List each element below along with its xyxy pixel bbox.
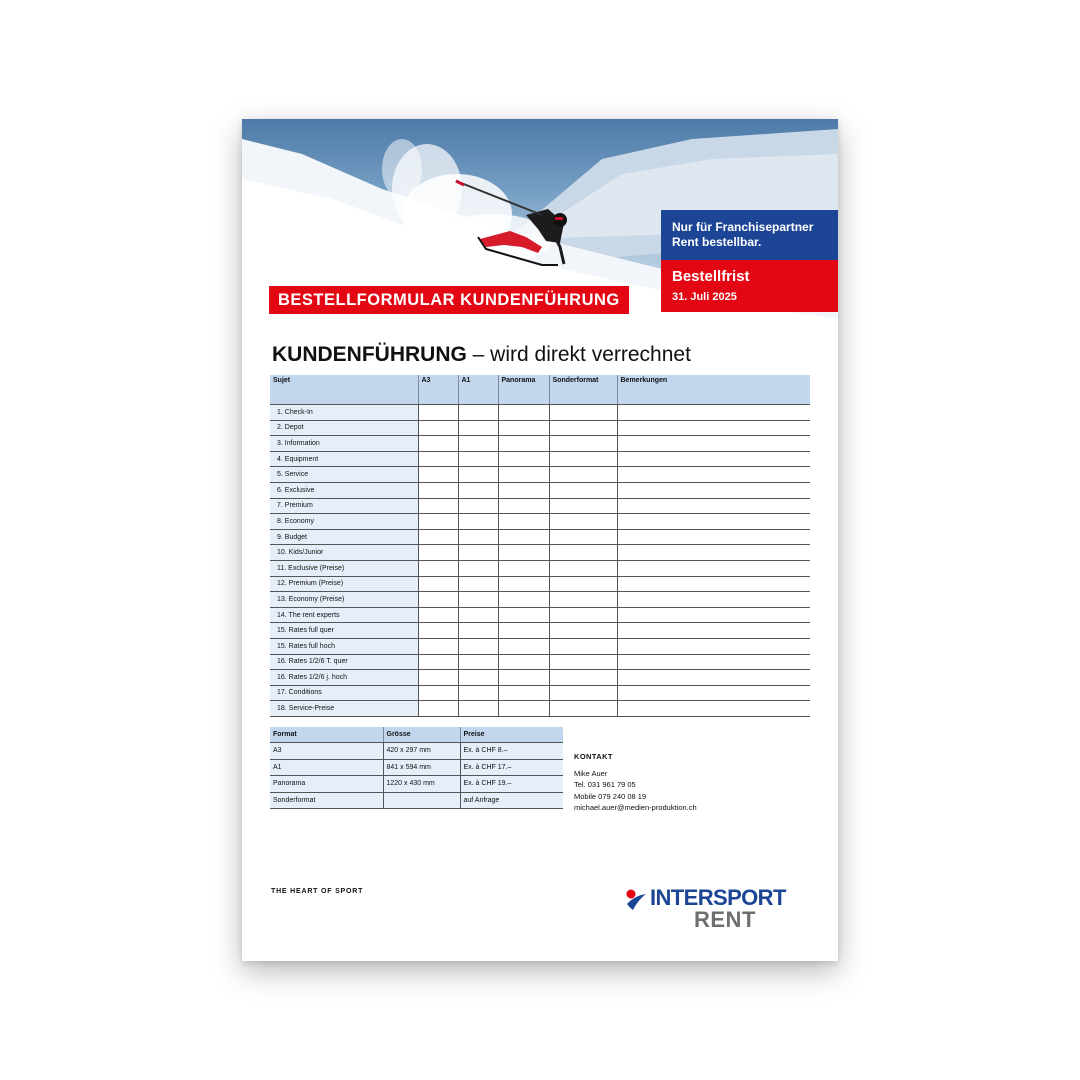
order-form-sheet (242, 119, 838, 961)
format-table-header (270, 727, 563, 743)
intersport-rent-logo (622, 885, 807, 935)
column-header-a1: A1 (458, 375, 498, 405)
bemerkungen-entry-field[interactable] (617, 607, 810, 623)
order-table (270, 375, 810, 717)
bemerkungen-entry-field[interactable] (617, 498, 810, 514)
panorama-entry-field[interactable] (498, 685, 549, 701)
table-row (270, 545, 810, 561)
table-row (270, 560, 810, 576)
panorama-entry-field[interactable] (498, 638, 549, 654)
a3-entry-field[interactable] (418, 623, 458, 639)
page-title (272, 343, 691, 367)
deadline-label: Bestellfrist (672, 268, 750, 285)
a3-entry-field[interactable] (418, 654, 458, 670)
a3-entry-field[interactable] (418, 482, 458, 498)
table-row (270, 576, 810, 592)
sujet-label: 12. Premium (Preise) (270, 576, 418, 592)
contact-phone: Tel. 031 961 79 05 (574, 780, 636, 789)
a3-entry-field[interactable] (418, 514, 458, 530)
a3-entry-field[interactable] (418, 685, 458, 701)
panorama-entry-field[interactable] (498, 576, 549, 592)
a1-entry-field[interactable] (458, 467, 498, 483)
table-row (270, 451, 810, 467)
table-row (270, 685, 810, 701)
sonderformat-entry-field[interactable] (549, 529, 617, 545)
format-size-cell: 420 x 297 mm (383, 743, 460, 760)
bemerkungen-entry-field[interactable] (617, 670, 810, 686)
a3-entry-field[interactable] (418, 545, 458, 561)
a1-entry-field[interactable] (458, 482, 498, 498)
sujet-label: 5. Service (270, 467, 418, 483)
a1-entry-field[interactable] (458, 623, 498, 639)
panorama-entry-field[interactable] (498, 467, 549, 483)
table-row (270, 670, 810, 686)
intersport-swoosh-icon (624, 888, 650, 912)
sonderformat-entry-field[interactable] (549, 545, 617, 561)
panorama-entry-field[interactable] (498, 670, 549, 686)
a3-entry-field[interactable] (418, 638, 458, 654)
sujet-label: 7. Premium (270, 498, 418, 514)
table-row (270, 701, 810, 717)
sujet-label: 16. Rates 1/2/6 T. quer (270, 654, 418, 670)
a1-entry-field[interactable] (458, 545, 498, 561)
bemerkungen-entry-field[interactable] (617, 514, 810, 530)
column-header-sonderformat: Sonderformat (549, 375, 617, 405)
a3-entry-field[interactable] (418, 576, 458, 592)
column-header-panorama: Panorama (498, 375, 549, 405)
a3-entry-field[interactable] (418, 436, 458, 452)
a3-entry-field[interactable] (418, 405, 458, 421)
column-header-sujet: Sujet (270, 375, 418, 405)
table-row (270, 654, 810, 670)
format-format-cell: A1 (270, 759, 383, 776)
table-row (270, 792, 563, 809)
sujet-label: 17. Conditions (270, 685, 418, 701)
panorama-entry-field[interactable] (498, 436, 549, 452)
sonderformat-entry-field[interactable] (549, 436, 617, 452)
sujet-label: 10. Kids/Junior (270, 545, 418, 561)
panorama-entry-field[interactable] (498, 623, 549, 639)
table-row (270, 623, 810, 639)
sonderformat-entry-field[interactable] (549, 576, 617, 592)
page-title-bold: KUNDENFÜHRUNG (272, 343, 467, 366)
a1-entry-field[interactable] (458, 592, 498, 608)
panorama-entry-field[interactable] (498, 607, 549, 623)
contact-name: Mike Auer (574, 768, 608, 778)
sonderformat-entry-field[interactable] (549, 420, 617, 436)
sujet-label: 6. Exclusive (270, 482, 418, 498)
sujet-label: 15. Rates full hoch (270, 638, 418, 654)
a1-entry-field[interactable] (458, 638, 498, 654)
table-row (270, 498, 810, 514)
a3-entry-field[interactable] (418, 592, 458, 608)
slogan: THE HEART OF SPORT (271, 888, 364, 895)
sujet-label: 1. Check-In (270, 405, 418, 421)
contact-heading: KONTAKT (574, 752, 613, 761)
sonderformat-entry-field[interactable] (549, 592, 617, 608)
a1-entry-field[interactable] (458, 529, 498, 545)
sonderformat-entry-field[interactable] (549, 623, 617, 639)
column-header-format: Format (270, 727, 383, 743)
sujet-label: 13. Economy (Preise) (270, 592, 418, 608)
a1-entry-field[interactable] (458, 436, 498, 452)
format-format-cell: Sonderformat (270, 792, 383, 809)
panorama-entry-field[interactable] (498, 514, 549, 530)
sujet-label: 15. Rates full quer (270, 623, 418, 639)
sujet-label: 3. Information (270, 436, 418, 452)
table-row (270, 759, 563, 776)
format-price-cell: auf Anfrage (460, 792, 563, 809)
bemerkungen-entry-field[interactable] (617, 529, 810, 545)
bemerkungen-entry-field[interactable] (617, 545, 810, 561)
table-row (270, 436, 810, 452)
a1-entry-field[interactable] (458, 420, 498, 436)
format-size-cell: 1220 x 430 mm (383, 776, 460, 793)
a3-entry-field[interactable] (418, 670, 458, 686)
bemerkungen-entry-field[interactable] (617, 467, 810, 483)
deadline-box (661, 260, 838, 312)
panorama-entry-field[interactable] (498, 560, 549, 576)
logo-text-rent: RENT (694, 907, 756, 932)
bemerkungen-entry-field[interactable] (617, 701, 810, 717)
sonderformat-entry-field[interactable] (549, 701, 617, 717)
bemerkungen-entry-field[interactable] (617, 623, 810, 639)
a3-entry-field[interactable] (418, 701, 458, 717)
bemerkungen-entry-field[interactable] (617, 405, 810, 421)
panorama-entry-field[interactable] (498, 654, 549, 670)
panorama-entry-field[interactable] (498, 482, 549, 498)
column-header-groesse: Grösse (383, 727, 460, 743)
column-header-preise: Preise (460, 727, 563, 743)
format-price-cell: Ex. à CHF 17.– (460, 759, 563, 776)
table-row (270, 467, 810, 483)
a3-entry-field[interactable] (418, 467, 458, 483)
a1-entry-field[interactable] (458, 576, 498, 592)
a3-entry-field[interactable] (418, 560, 458, 576)
panorama-entry-field[interactable] (498, 451, 549, 467)
format-format-cell: A3 (270, 743, 383, 760)
panorama-entry-field[interactable] (498, 498, 549, 514)
sonderformat-entry-field[interactable] (549, 405, 617, 421)
a1-entry-field[interactable] (458, 670, 498, 686)
column-header-bemerkungen: Bemerkungen (617, 375, 810, 405)
table-row (270, 592, 810, 608)
sujet-label: 14. The rent experts (270, 607, 418, 623)
sonderformat-entry-field[interactable] (549, 607, 617, 623)
bemerkungen-entry-field[interactable] (617, 654, 810, 670)
table-row (270, 776, 563, 793)
logo-text-intersport: INTERSPORT (650, 885, 786, 910)
bemerkungen-entry-field[interactable] (617, 576, 810, 592)
bemerkungen-entry-field[interactable] (617, 436, 810, 452)
contact-email[interactable]: michael.auer@medien-produktion.ch (574, 803, 697, 812)
table-row (270, 743, 563, 760)
table-row (270, 482, 810, 498)
sujet-label: 2. Depot (270, 420, 418, 436)
a3-entry-field[interactable] (418, 498, 458, 514)
table-row (270, 529, 810, 545)
a1-entry-field[interactable] (458, 607, 498, 623)
bemerkungen-entry-field[interactable] (617, 638, 810, 654)
panorama-entry-field[interactable] (498, 545, 549, 561)
a1-entry-field[interactable] (458, 701, 498, 717)
a1-entry-field[interactable] (458, 451, 498, 467)
sonderformat-entry-field[interactable] (549, 498, 617, 514)
a1-entry-field[interactable] (458, 514, 498, 530)
table-row (270, 514, 810, 530)
sonderformat-entry-field[interactable] (549, 451, 617, 467)
bemerkungen-entry-field[interactable] (617, 592, 810, 608)
a1-entry-field[interactable] (458, 654, 498, 670)
format-price-table (270, 727, 563, 809)
sujet-label: 18. Service-Preise (270, 701, 418, 717)
sujet-label: 8. Economy (270, 514, 418, 530)
contact-mobile: Mobile 079 240 08 19 (574, 791, 647, 801)
bemerkungen-entry-field[interactable] (617, 560, 810, 576)
a3-entry-field[interactable] (418, 420, 458, 436)
a1-entry-field[interactable] (458, 405, 498, 421)
order-table-header (270, 375, 810, 405)
format-size-cell: 841 x 594 mm (383, 759, 460, 776)
sonderformat-entry-field[interactable] (549, 685, 617, 701)
bemerkungen-entry-field[interactable] (617, 482, 810, 498)
format-size-cell (383, 792, 460, 809)
hero-skier-photo (242, 119, 838, 326)
sujet-label: 16. Rates 1/2/6 j. hoch (270, 670, 418, 686)
a3-entry-field[interactable] (418, 529, 458, 545)
sujet-label: 9. Budget (270, 529, 418, 545)
bemerkungen-entry-field[interactable] (617, 685, 810, 701)
table-row (270, 607, 810, 623)
sonderformat-entry-field[interactable] (549, 654, 617, 670)
sonderformat-entry-field[interactable] (549, 638, 617, 654)
panorama-entry-field[interactable] (498, 405, 549, 421)
form-title-badge: BESTELLFORMULAR KUNDENFÜHRUNG (269, 286, 629, 314)
a1-entry-field[interactable] (458, 685, 498, 701)
a1-entry-field[interactable] (458, 560, 498, 576)
sonderformat-entry-field[interactable] (549, 670, 617, 686)
franchise-note: Nur für Franchisepartner Rent bestellbar. (661, 210, 838, 260)
page-title-subtitle: – wird direkt verrechnet (466, 343, 691, 366)
sonderformat-entry-field[interactable] (549, 467, 617, 483)
panorama-entry-field[interactable] (498, 701, 549, 717)
format-price-cell: Ex. à CHF 19.– (460, 776, 563, 793)
sonderformat-entry-field[interactable] (549, 560, 617, 576)
format-price-cell: Ex. à CHF 8.– (460, 743, 563, 760)
format-format-cell: Panorama (270, 776, 383, 793)
table-row (270, 638, 810, 654)
contact-block (574, 751, 697, 814)
table-row (270, 420, 810, 436)
bemerkungen-entry-field[interactable] (617, 420, 810, 436)
a3-entry-field[interactable] (418, 451, 458, 467)
panorama-entry-field[interactable] (498, 529, 549, 545)
a1-entry-field[interactable] (458, 498, 498, 514)
table-row (270, 405, 810, 421)
sonderformat-entry-field[interactable] (549, 514, 617, 530)
panorama-entry-field[interactable] (498, 420, 549, 436)
sujet-label: 11. Exclusive (Preise) (270, 560, 418, 576)
column-header-a3: A3 (418, 375, 458, 405)
panorama-entry-field[interactable] (498, 592, 549, 608)
sonderformat-entry-field[interactable] (549, 482, 617, 498)
sujet-label: 4. Equipment (270, 451, 418, 467)
a3-entry-field[interactable] (418, 607, 458, 623)
deadline-date: 31. Juli 2025 (672, 291, 737, 303)
bemerkungen-entry-field[interactable] (617, 451, 810, 467)
